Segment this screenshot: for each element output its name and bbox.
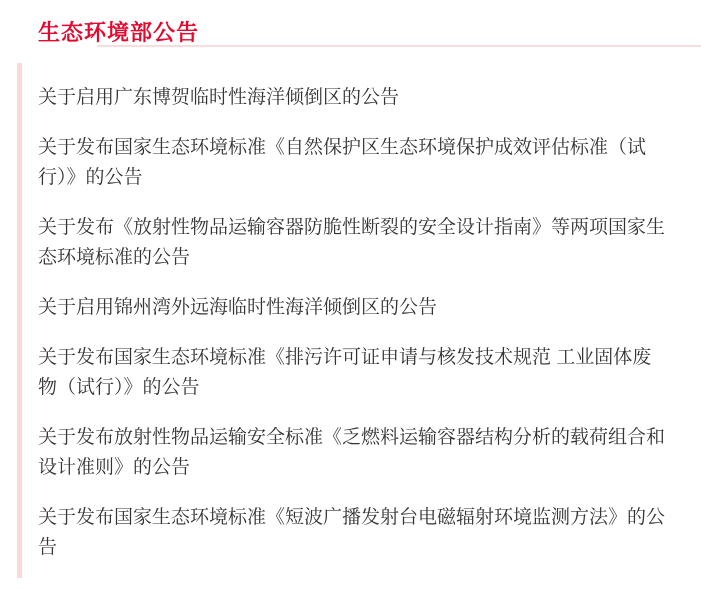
page-title: 生态环境部公告 xyxy=(38,20,200,45)
announcement-list xyxy=(17,63,696,578)
announcement-link[interactable]: 关于启用广东博贺临时性海洋倾倒区的公告 xyxy=(38,87,400,108)
announcement-link[interactable]: 关于发布国家生态环境标准《自然保护区生态环境保护成效评估标准（试行）》的公告 xyxy=(38,137,647,188)
announcement-link[interactable]: 关于发布国家生态环境标准《短波广播发射台电磁辐射环境监测方法》的公告 xyxy=(38,507,666,558)
announcement-link[interactable]: 关于发布《放射性物品运输容器防脆性断裂的安全设计指南》等两项国家生态环境标准的公告 xyxy=(38,217,666,268)
announcement-link[interactable]: 关于发布国家生态环境标准《排污许可证申请与核发技术规范 工业固体废物（试行）》的公告 xyxy=(38,347,652,398)
announcement-link[interactable]: 关于启用锦州湾外远海临时性海洋倾倒区的公告 xyxy=(38,297,438,318)
announcement-link[interactable]: 关于发布放射性物品运输安全标准《乏燃料运输容器结构分析的载荷组合和设计准则》的公告 xyxy=(38,427,666,478)
header-underline xyxy=(97,45,701,47)
